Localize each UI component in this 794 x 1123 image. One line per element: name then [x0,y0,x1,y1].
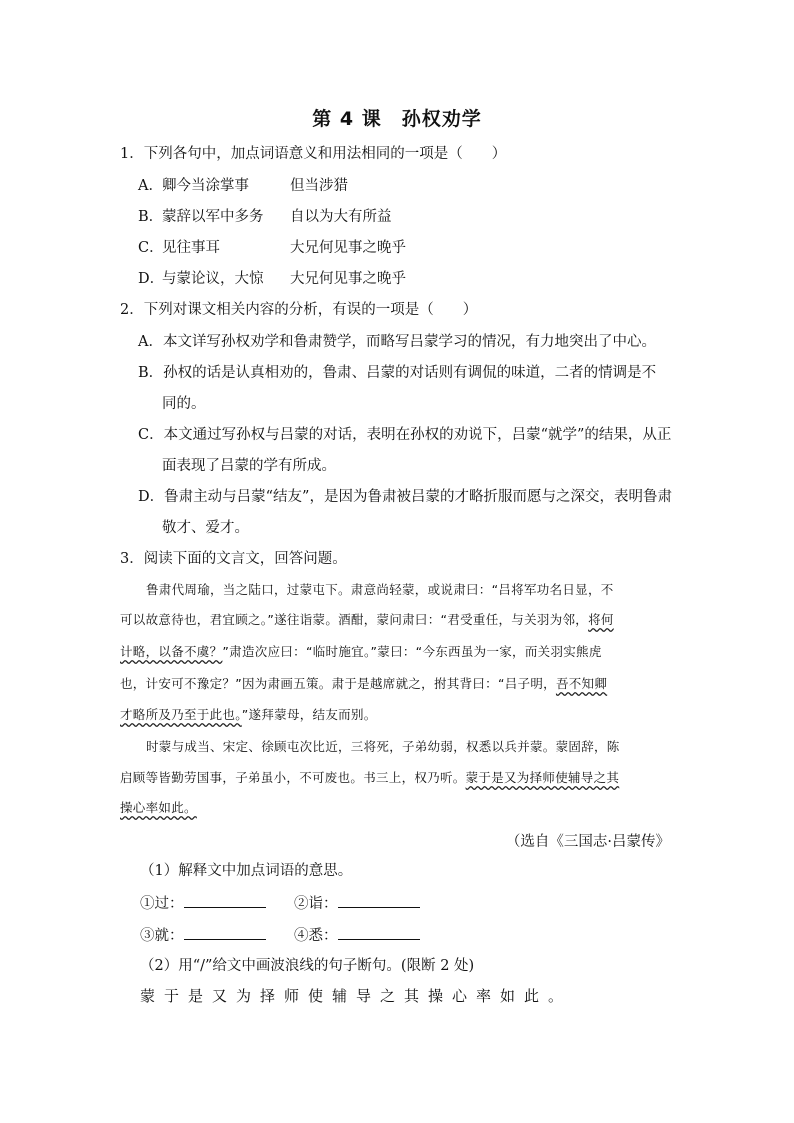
blank-label: ③就： [140,928,184,944]
passage-line [120,768,619,788]
answer-blank[interactable] [338,925,420,940]
blank-label: ④悉： [294,928,338,944]
wavy-sentence: 蒙于是又为择师使辅导之其 [465,770,620,785]
question-2-option-d: D．鲁肃主动与吕蒙“结友”，是因为鲁肃被吕蒙的才略折服而愿与之深交，表明鲁肃 [138,489,672,505]
blank-row-2 [140,925,448,946]
question-2-option-b: B．孙权的话是认真相劝的，鲁肃、吕蒙的对话则有调侃的味道，二者的情调是不 [138,365,657,381]
question-2-option-c: C．本文通过写孙权与吕蒙的对话，表明在孙权的劝说下，吕蒙“就学”的结果，从正 [138,427,672,443]
question-1-option-c [138,238,406,258]
option-letter: A． [138,178,163,194]
passage-line [120,642,602,662]
passage-line [120,705,377,725]
wavy-sentence: 操心率如此。 [120,800,197,815]
passage-text: ”遂拜蒙母，结友而别。 [241,707,377,722]
blank-item [294,893,448,914]
question-2-option-d-cont: 敬才、爱才。 [162,520,249,536]
answer-blank[interactable] [184,925,266,940]
passage-line: 时蒙与成当、宋定、徐顾屯次比近，三将死，子弟幼弱，权悉以兵并蒙。蒙固辞，陈 [146,739,620,754]
option-text-a: 卿今当涂掌事 [162,178,249,194]
blank-item [140,893,294,914]
blank-label: ①过： [140,896,184,912]
option-letter: D． [138,271,165,287]
lesson-title: 第 4 课 孙权劝学 [312,108,482,130]
question-2-option-b-cont: 同的。 [162,396,206,412]
blank-row-1 [140,893,448,914]
question-2-option-c-cont: 面表现了吕蒙的学有所成。 [162,458,336,474]
passage-source: （选自《三国志·吕蒙传》 [505,834,670,850]
question-1-option-d [138,269,406,289]
blank-label: ②诣： [294,896,338,912]
option-text-b: 但当涉猎 [290,178,348,194]
option-text-b: 大兄何见事之晚乎 [290,271,406,287]
option-text-a: 蒙辞以军中多务 [162,209,264,225]
answer-blank[interactable] [338,893,420,908]
option-text-a: 见往事耳 [162,240,220,256]
blank-item [140,925,294,946]
passage-text: 启顾等皆勤劳国事，子弟虽小，不可废也。书三上，权乃听。 [120,770,466,785]
option-text-b: 大兄何见事之晚乎 [290,240,406,256]
question-1-option-a [138,176,348,196]
passage-text: ”肃造次应曰：“临时施宜。”蒙曰：“今东西虽为一家，而关羽实熊虎 [222,644,602,659]
wavy-sentence: 计略，以备不虞？ [120,644,223,659]
question-2-stem: 2．下列对课文相关内容的分析，有误的一项是（ ） [120,302,478,318]
sub-question-1: （1）解释文中加点词语的意思。 [140,863,353,879]
question-1-option-b [138,207,392,227]
sub-question-2: （2）用“/”给文中画波浪线的句子断句。(限断 2 处) [140,958,475,974]
question-3-stem: 3．阅读下面的文言文，回答问题。 [120,551,347,567]
passage-line [120,798,197,818]
option-letter: B． [138,209,164,225]
passage-text: 也，计安可不豫定？”因为肃画五策。肃于是越席就之，拊其背曰：“吕子明， [120,676,556,691]
answer-blank[interactable] [184,893,266,908]
passage-line: 鲁肃代周瑜，当之陆口，过蒙屯下。肃意尚轻蒙，或说肃曰：“吕将军功名日显，不 [146,582,614,597]
option-letter: C． [138,240,164,256]
wavy-sentence: 将何 [588,612,614,627]
passage-text: 可以故意待也，君宜顾之。”遂往诣蒙。酒酣，蒙问肃曰：“君受重任，与关羽为邻， [120,612,589,627]
passage-line [120,610,614,630]
question-2-option-a: A．本文详写孙权劝学和鲁肃赞学，而略写吕蒙学习的情况，有力地突出了中心。 [138,334,656,350]
wavy-sentence: 才略所及乃至于此也。 [120,707,242,722]
question-1-stem: 1．下列各句中，加点词语意义和用法相同的一项是（ ） [120,146,507,162]
blank-item [294,925,448,946]
sentence-to-punctuate: 蒙于是又为择师使辅导之其操心率如此。 [140,987,573,1005]
wavy-sentence: 吾不知卿 [555,676,608,691]
option-text-b: 自以为大有所益 [290,209,392,225]
passage-line [120,674,607,694]
option-text-a: 与蒙论议，大惊 [162,271,264,287]
